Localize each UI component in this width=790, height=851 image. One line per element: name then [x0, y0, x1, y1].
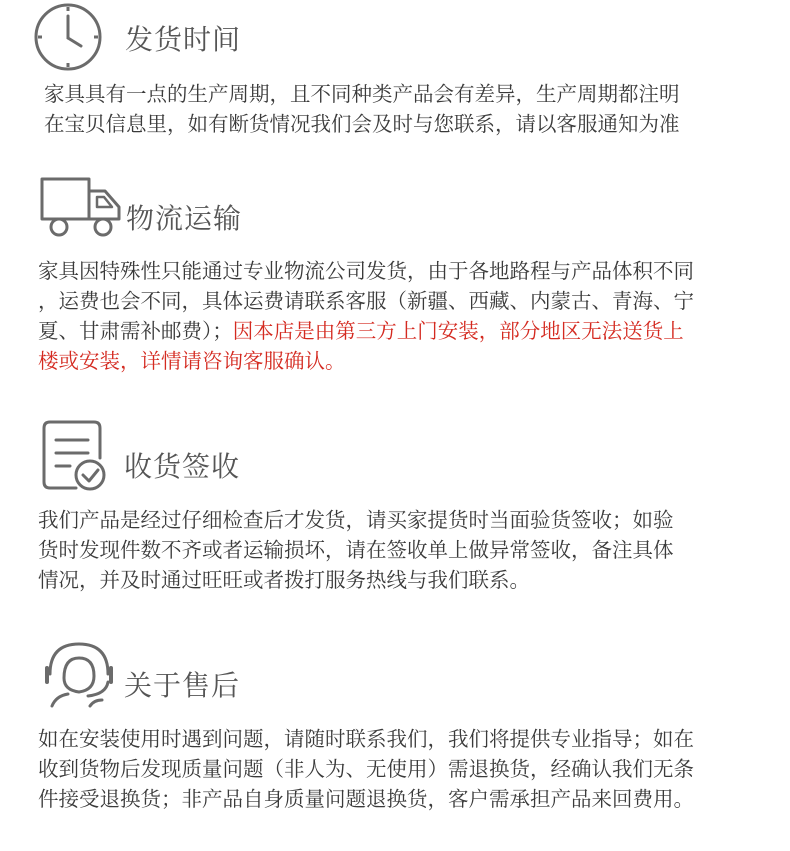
body-line: 家具因特殊性只能通过专业物流公司发货，由于各地路程与产品体积不同 — [38, 259, 694, 283]
body-line: 在宝贝信息里，如有断货情况我们会及时与您联系，请以客服通知为准 — [44, 112, 680, 136]
section-title: 关于售后 — [124, 669, 241, 702]
body-line: 如在安装使用时遇到问题，请随时联系我们，我们将提供专业指导；如在 — [38, 727, 694, 751]
body-line: 情况，并及时通过旺旺或者拨打服务热线与我们联系。 — [38, 568, 530, 592]
body-text-normal: 夏、甘肃需补邮费）； — [38, 319, 233, 343]
section-body — [44, 79, 680, 139]
section-body — [38, 505, 674, 595]
clock-icon — [33, 2, 103, 72]
section-body — [38, 256, 694, 376]
truck-icon — [37, 175, 123, 239]
body-line: ，运费也会不同，具体运费请联系客服（新疆、西藏、内蒙古、青海、宁 — [38, 289, 694, 313]
body-line: 家具具有一点的生产周期，且不同种类产品会有差异，生产周期都注明 — [44, 82, 680, 106]
body-line — [38, 316, 694, 346]
body-line: 货时发现件数不齐或者运输损坏，请在签收单上做异常签收，备注具体 — [38, 538, 674, 562]
notice-text: 因本店是由第三方上门安装，部分地区无法送货上 — [232, 319, 684, 343]
body-line: 件接受退换货；非产品自身质量问题退换货，客户需承担产品来回费用。 — [38, 787, 694, 811]
body-line: 我们产品是经过仔细检查后才发货，请买家提货时当面验货签收；如验 — [38, 508, 674, 532]
section-body — [38, 724, 694, 814]
customer-service-icon — [42, 638, 116, 710]
body-line: 收到货物后发现质量问题（非人为、无使用）需退换货，经确认我们无条 — [38, 757, 694, 781]
notice-text: 楼或安装，详情请咨询客服确认。 — [38, 349, 346, 373]
document-check-icon — [40, 420, 112, 494]
section-title: 收货签收 — [124, 450, 241, 483]
section-title: 物流运输 — [126, 202, 243, 235]
section-title: 发货时间 — [125, 23, 242, 56]
